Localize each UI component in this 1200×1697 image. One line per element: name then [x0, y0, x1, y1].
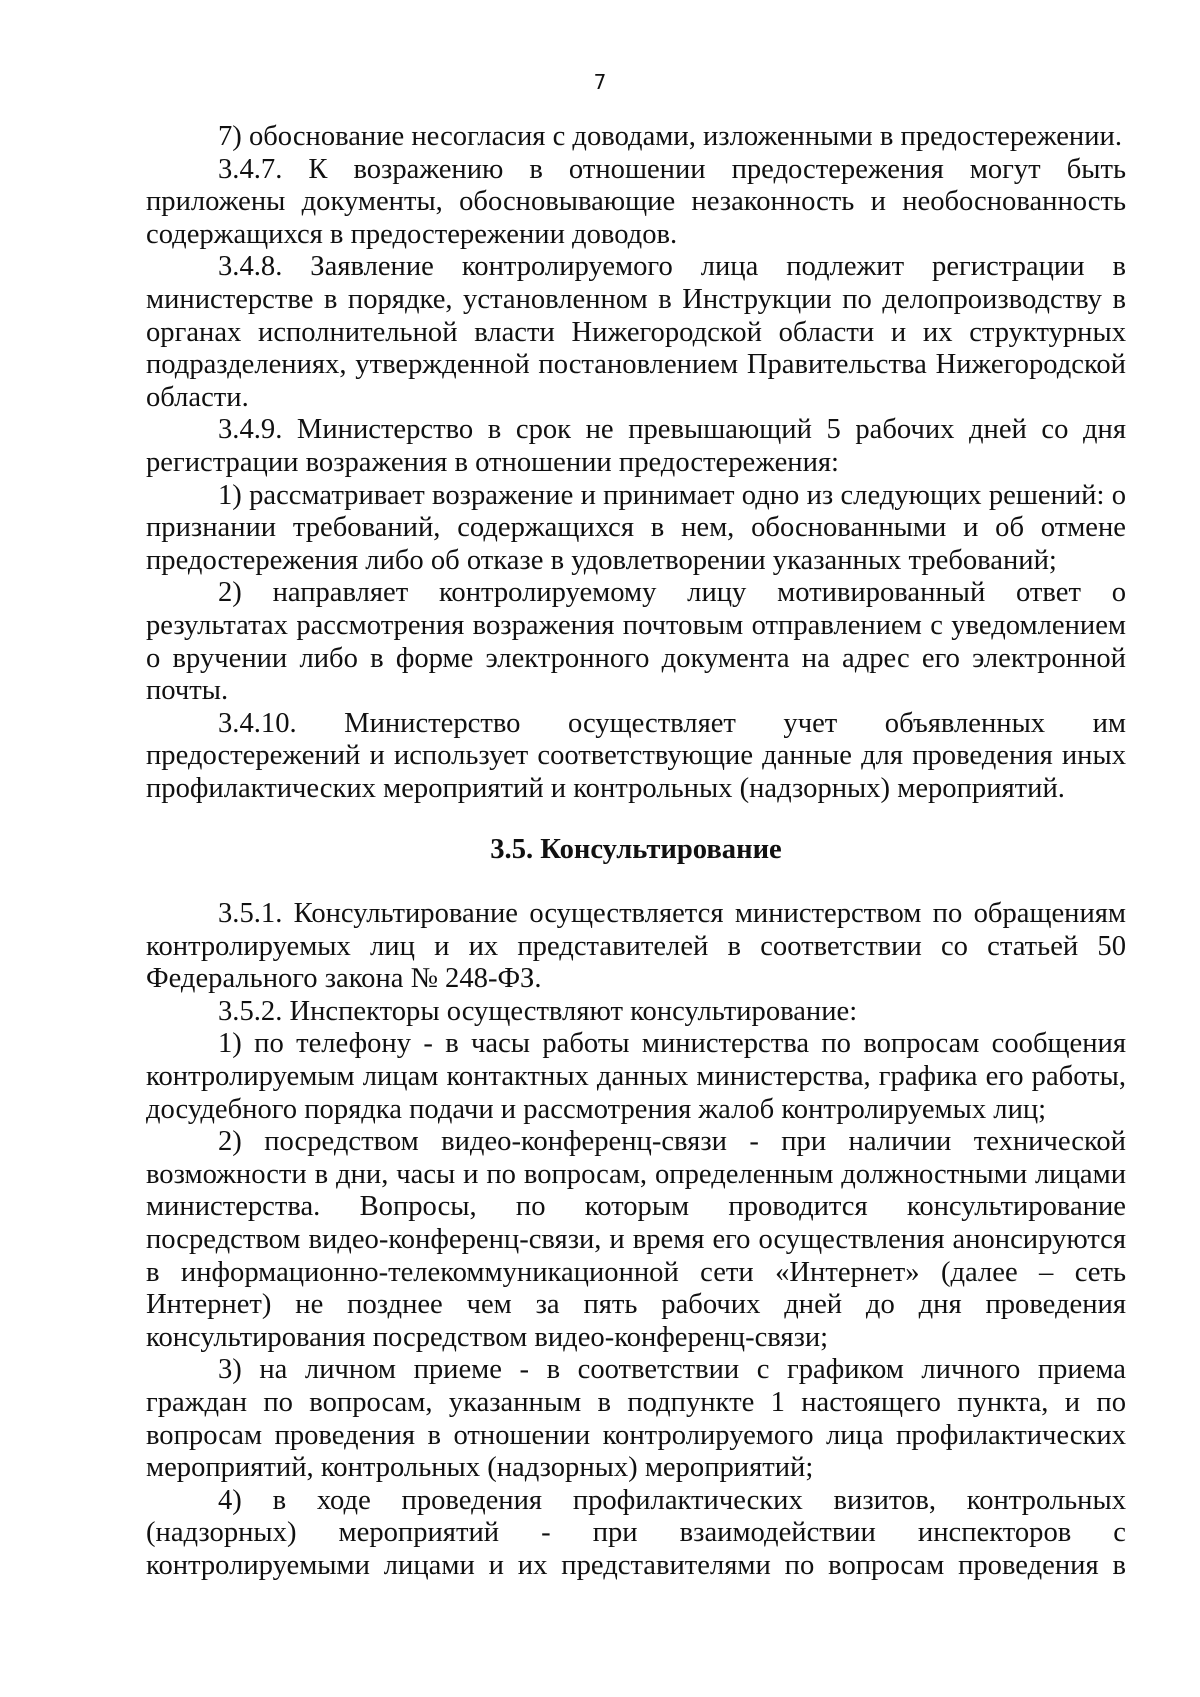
paragraph-3-4-8: 3.4.8. Заявление контролируемого лица подлежит регистрации в министерстве в порядке, установленном в Инструкции по делопроизводству в органах исполнительной власти Нижегородской области и их структурных подразделениях, утвержденной постановлением Правительства Нижегородской области. — [146, 251, 1126, 413]
paragraph-item-7-objection-reason: 7) обоснование несогласия с доводами, изложенными в предостережении. — [218, 121, 1122, 152]
paragraph-3-5-2-item-3: 3) на личном приеме - в соответствии с графиком личного приема граждан по вопросам, указанным в подпункте 1 настоящего пункта, и по вопросам проведения в отношении контролируемого лица профилактических мероприятий, контрольных (надзорных) мероприятий; — [146, 1354, 1126, 1484]
paragraph-3-5-2: 3.5.2. Инспекторы осуществляют консультирование: — [218, 995, 858, 1027]
paragraph-3-4-7: 3.4.7. К возражению в отношении предостережения могут быть приложены документы, обосновывающие незаконность и необоснованность содержащихся в предостережении доводов. — [146, 153, 1126, 250]
paragraph-3-5-2-item-4: 4) в ходе проведения профилактических визитов, контрольных (надзорных) мероприятий - при взаимодействии инспекторов с контролируемыми лицами и их представителями по вопросам проведения в — [146, 1484, 1126, 1581]
paragraph-3-4-10: 3.4.10. Министерство осуществляет учет объявленных им предостережений и использует соответствующие данные для проведения иных профилактических мероприятий и контрольных (надзорных) мероприятий. — [146, 707, 1126, 804]
paragraph-3-4-9-item-2: 2) направляет контролируемому лицу мотивированный ответ о результатах рассмотрения возражения почтовым отправлением с уведомлением о вручении либо в форме электронного документа на адрес его электронной почты. — [146, 577, 1126, 707]
paragraph-3-5-2-item-2: 2) посредством видео-конференц-связи - при наличии технической возможности в дни, часы и по вопросам, определенным должностными лицами министерства. Вопросы, по которым проводится консультирование посредством видео-конференц-связи, и время его осуществления анонсируются в информационно-телекоммуникационной сети «Интернет» (далее – сеть Интернет) не позднее чем за пять рабочих дней до дня проведения консультирования посредством видео-конференц-связи; — [146, 1126, 1126, 1353]
paragraph-3-4-9: 3.4.9. Министерство в срок не превышающий 5 рабочих дней со дня регистрации возражения в отношении предостережения: — [146, 414, 1126, 478]
paragraph-3-4-9-item-1: 1) рассматривает возражение и принимает одно из следующих решений: о признании требований, содержащихся в нем, обоснованными и об отмене предостережения либо об отказе в удовлетворении указанных требований; — [146, 479, 1126, 576]
paragraph-3-5-1: 3.5.1. Консультирование осуществляется министерством по обращениям контролируемых лиц и их представителей в соответствии со статьей 50 Федерального закона № 248-ФЗ. — [146, 898, 1126, 995]
section-heading: 3.5. Консультирование — [490, 834, 782, 866]
document-body — [146, 121, 1126, 1583]
page-number: 7 — [593, 70, 607, 94]
paragraph-3-5-2-item-1: 1) по телефону - в часы работы министерства по вопросам сообщения контролируемым лицам контактных данных министерства, графика его работы, досудебного порядка подачи и рассмотрения жалоб контролируемых лиц; — [146, 1028, 1126, 1125]
